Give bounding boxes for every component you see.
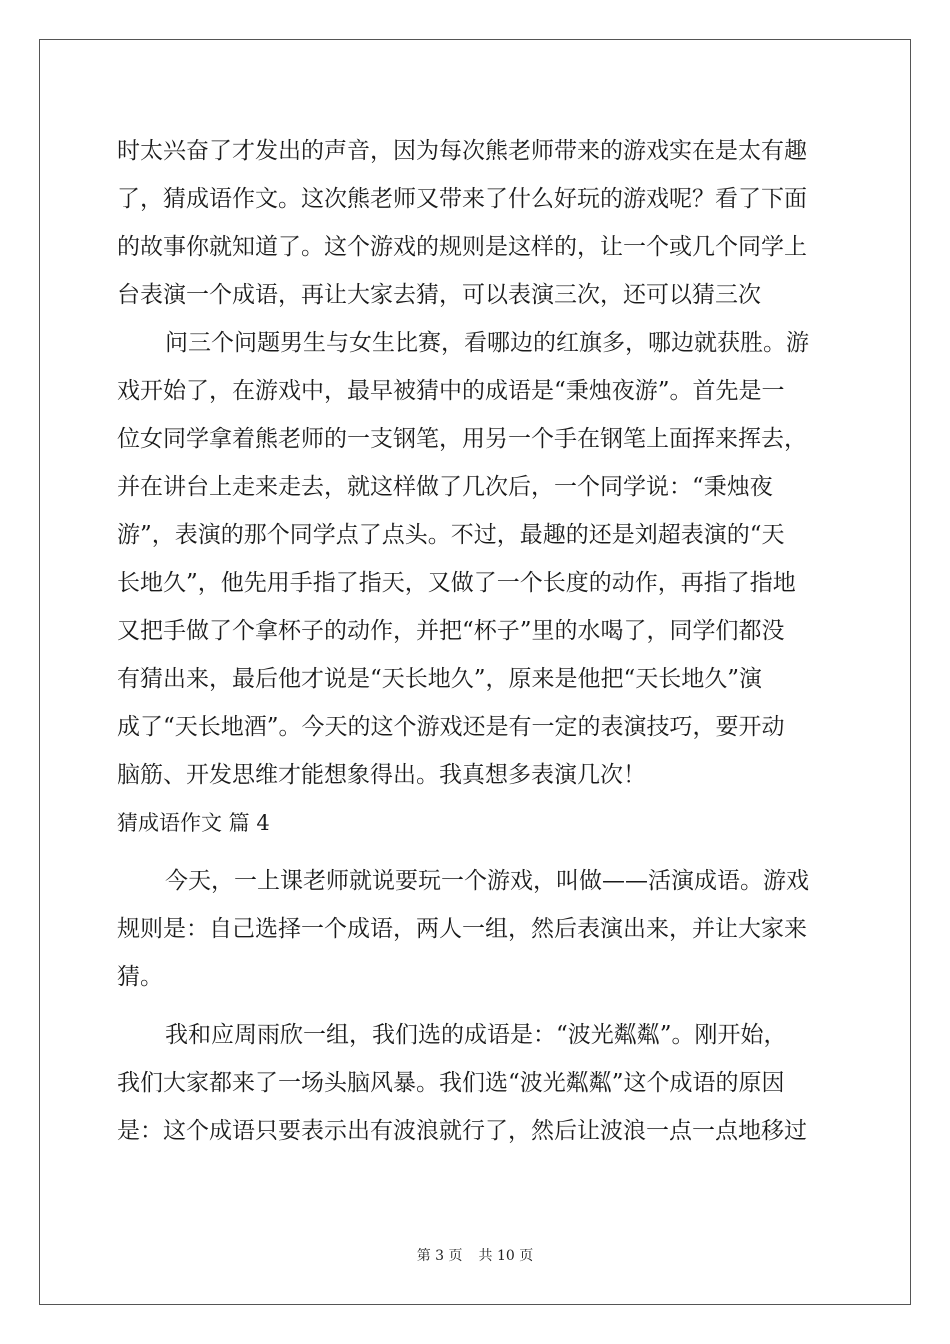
text-line: 又把手做了个拿杯子的动作，并把“杯子”里的水喝了，同学们都没 bbox=[117, 618, 785, 644]
page-footer bbox=[0, 1246, 950, 1266]
text-line: 位女同学拿着熊老师的一支钢笔，用另一个手在钢笔上面挥来挥去， bbox=[117, 426, 807, 452]
paragraph-start: 今天，一上课老师就说要玩一个游戏，叫做——活演成语。游戏 bbox=[165, 868, 809, 894]
text-line: 猜。 bbox=[117, 964, 163, 990]
text-line: 台表演一个成语，再让大家去猜，可以表演三次，还可以猜三次 bbox=[117, 282, 761, 308]
text-line: 的故事你就知道了。这个游戏的规则是这样的，让一个或几个同学上 bbox=[117, 234, 807, 260]
paragraph-start: 问三个问题男生与女生比赛，看哪边的红旗多，哪边就获胜。游 bbox=[165, 330, 809, 356]
text-line: 时太兴奋了才发出的声音，因为每次熊老师带来的游戏实在是太有趣 bbox=[117, 138, 807, 164]
text-line: 游”，表演的那个同学点了点头。不过，最趣的还是刘超表演的“天 bbox=[117, 522, 785, 548]
text-line: 有猜出来，最后他才说是“天长地久”，原来是他把“天长地久”演 bbox=[117, 666, 763, 692]
text-line: 脑筋、开发思维才能想象得出。我真想多表演几次！ bbox=[117, 762, 646, 788]
section-heading: 猜成语作文 篇 4 bbox=[117, 811, 270, 835]
text-line: 并在讲台上走来走去，就这样做了几次后，一个同学说：“秉烛夜 bbox=[117, 474, 773, 500]
page-number: 第 3 页 bbox=[416, 1248, 463, 1264]
text-line: 戏开始了，在游戏中，最早被猜中的成语是“秉烛夜游”。首先是一 bbox=[117, 378, 785, 404]
paragraph-start: 我和应周雨欣一组，我们选的成语是：“波光粼粼”。刚开始， bbox=[165, 1022, 787, 1048]
text-line: 长地久”，他先用手指了指天，又做了一个长度的动作，再指了指地 bbox=[117, 570, 796, 596]
text-line: 我们大家都来了一场头脑风暴。我们选“波光粼粼”这个成语的原因 bbox=[117, 1070, 785, 1096]
text-line: 了，猜成语作文。这次熊老师又带来了什么好玩的游戏呢？看了下面 bbox=[117, 186, 807, 212]
page-total: 共 10 页 bbox=[478, 1248, 534, 1264]
text-line: 规则是：自己选择一个成语，两人一组，然后表演出来，并让大家来 bbox=[117, 916, 807, 942]
text-line: 是：这个成语只要表示出有波浪就行了，然后让波浪一点一点地移过 bbox=[117, 1118, 807, 1144]
text-line: 成了“天长地酒”。今天的这个游戏还是有一定的表演技巧，要开动 bbox=[117, 714, 785, 740]
document-body bbox=[117, 127, 833, 1155]
